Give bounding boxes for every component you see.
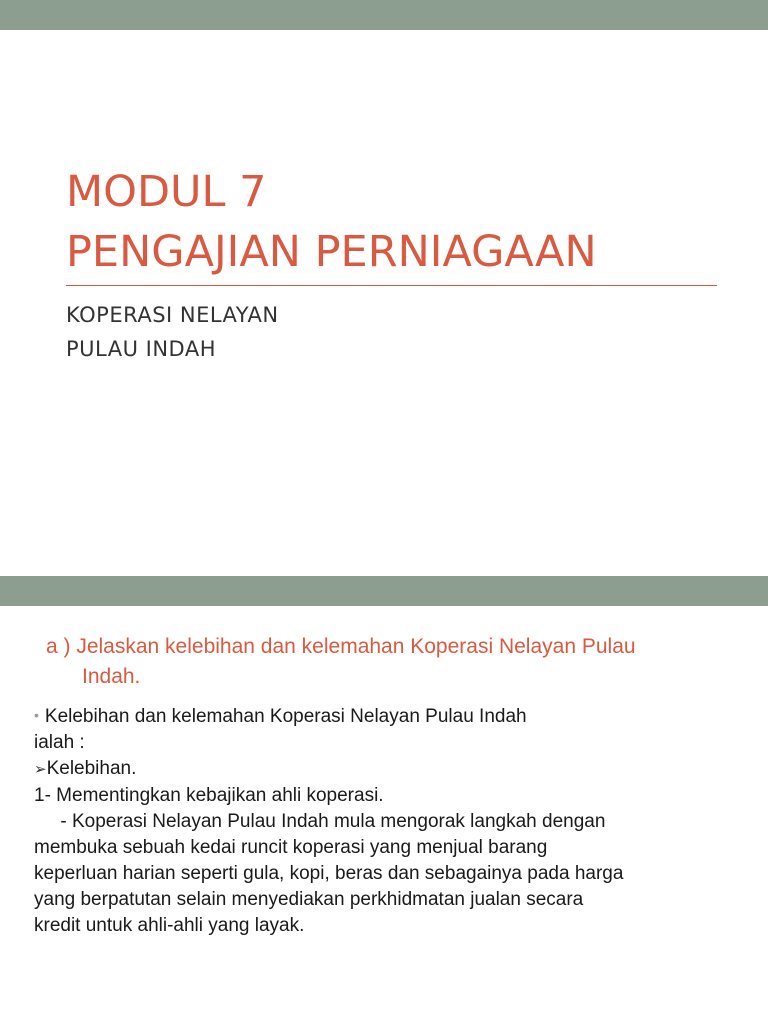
title-divider [66,285,717,286]
subtitle-line-2: PULAU INDAH [66,337,216,361]
title-slide [0,30,768,576]
bullet-text: Kelebihan dan kelemahan Koperasi Nelayan Pulau Indah [44,706,527,727]
slide-title [66,162,597,282]
question-line-1: a ) Jelaskan kelebihan dan kelemahan Koperasi Nelayan Pulau [46,635,636,658]
arrow-item [34,756,734,783]
title-line-2: PENGAJIAN PERNIAGAAN [66,227,597,277]
slide-top-bar-2 [0,576,768,606]
subtitle-line-1: KOPERASI NELAYAN [66,303,279,327]
question-heading [46,632,746,692]
paragraph-line-3: keperluan harian seperti gula, kopi, beras dan sebagainya pada harga [34,863,624,884]
content-body [34,704,734,939]
arrow-bullet-icon: ➢ [34,761,47,778]
bullet-dot-icon: • [34,707,39,723]
ialah-line: ialah : [34,732,85,753]
content-slide [0,606,768,1024]
question-line-2: Indah. [82,665,141,688]
slide-subtitle [66,298,279,366]
paragraph-line-4: yang berpatutan selain menyediakan perkhidmatan jualan secara [34,889,584,910]
bullet-line [34,704,734,730]
paragraph-line-2: membuka sebuah kedai runcit koperasi yang menjual barang [34,837,548,858]
point-1: 1- Mementingkan kebajikan ahli koperasi. [34,785,384,806]
arrow-item-text: Kelebihan. [46,758,137,779]
title-line-1: MODUL 7 [66,167,267,217]
paragraph-line-1: - Koperasi Nelayan Pulau Indah mula mengorak langkah dengan [34,811,606,832]
slide-top-bar [0,0,768,30]
paragraph-line-5: kredit untuk ahli-ahli yang layak. [34,915,305,936]
